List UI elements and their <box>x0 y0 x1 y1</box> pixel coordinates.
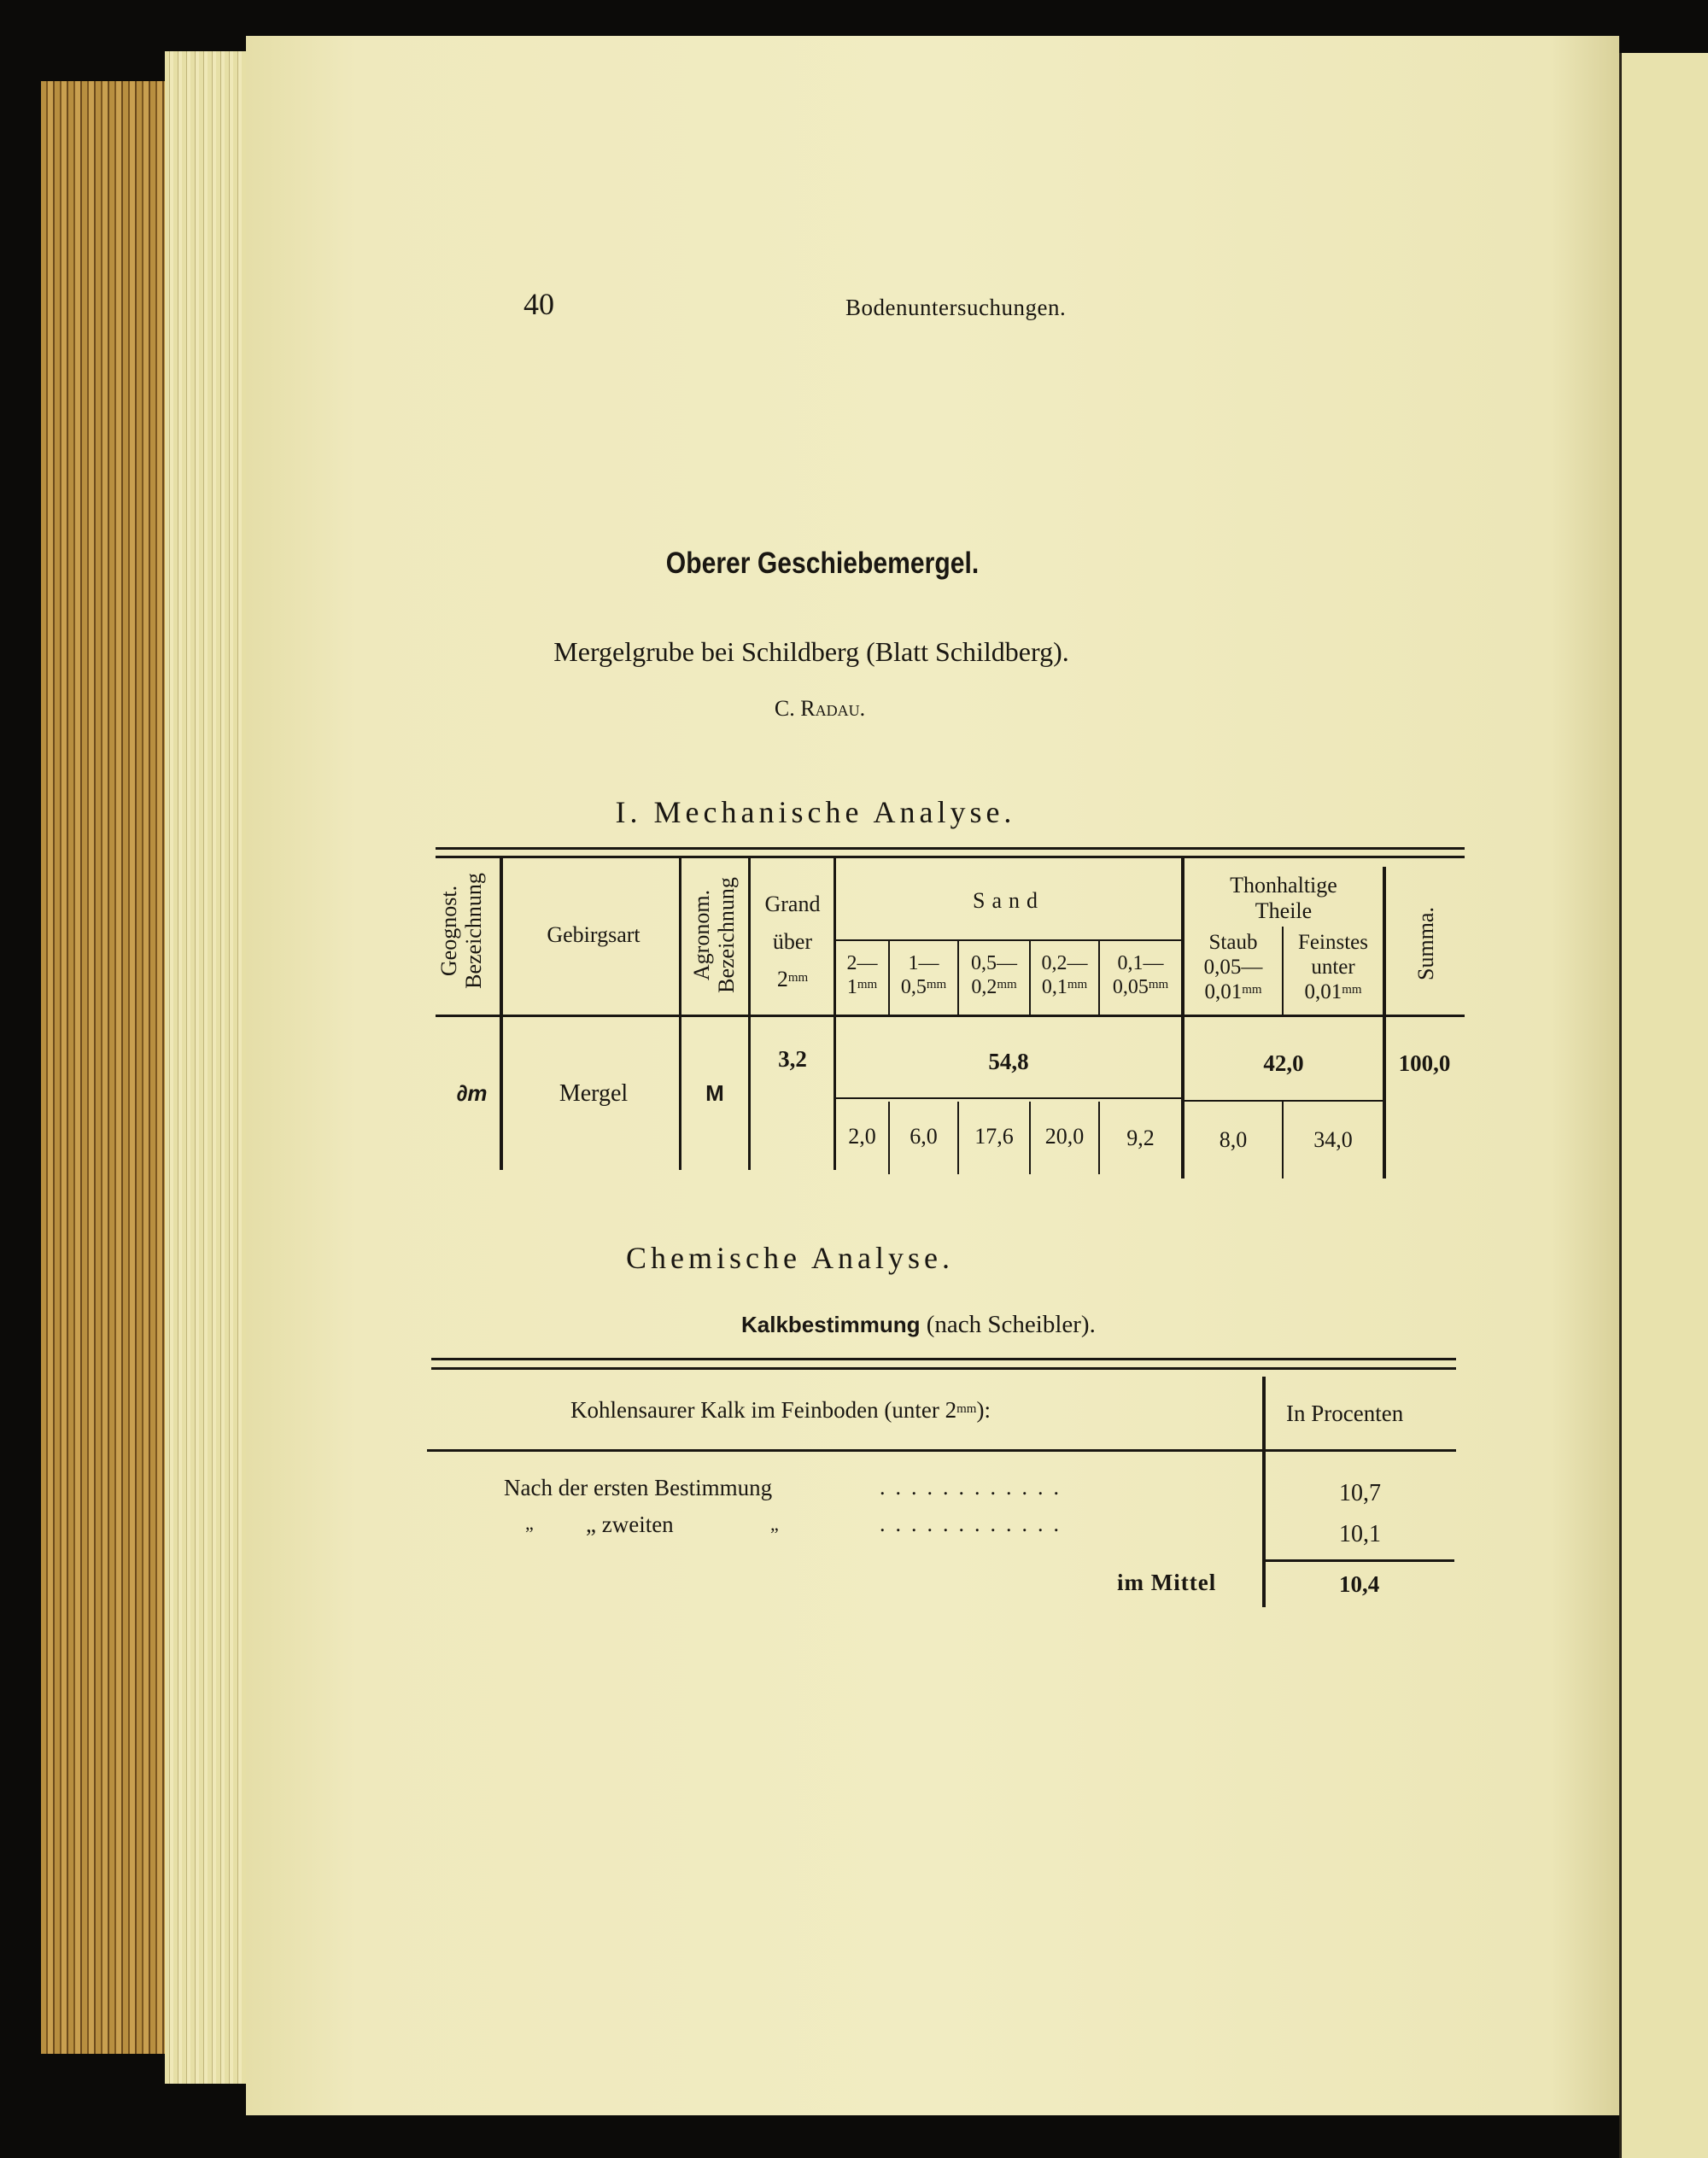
chem-row-1-dots: ............ <box>880 1475 1069 1500</box>
chem-mean-label: im Mittel <box>1117 1570 1217 1595</box>
col-thon-header: Thonhaltige Theile <box>1230 873 1337 923</box>
col-sand-header: Sand <box>973 888 1044 913</box>
chem-mean-value: 10,4 <box>1339 1571 1380 1597</box>
page-stack <box>165 51 246 2084</box>
cell-thon-total: 42,0 <box>1263 1050 1304 1076</box>
col-sand-2-1: 2— $1^{mm}$ <box>846 952 878 998</box>
col-summa-header: Summa. <box>1413 907 1438 980</box>
next-page-edge <box>1619 53 1708 2158</box>
page-number: 40 <box>524 287 554 321</box>
cell-agronom: M <box>705 1080 724 1106</box>
chem-row-2-value: 10,1 <box>1339 1521 1381 1547</box>
col-sand-05-02: 0,5— $0,2^{mm}$ <box>971 952 1017 998</box>
col-grand-header: Grand über $2^{mm}$ <box>764 892 821 992</box>
cell-sand-1-05: 6,0 <box>910 1124 938 1149</box>
book-edge <box>41 81 165 2054</box>
cell-sand-2-1: 2,0 <box>848 1124 876 1149</box>
document-subtitle: Mergelgrube bei Schildberg (Blatt Schildberg). <box>553 636 1069 667</box>
chem-row-2-mark-a: „ <box>525 1512 534 1534</box>
col-sand-01-005: 0,1— $0,05^{mm}$ <box>1112 952 1169 998</box>
chem-row-1-label: Nach der ersten Bestimmung <box>504 1475 773 1500</box>
author: C. Radau. <box>774 696 866 721</box>
cell-sand-01-005: 9,2 <box>1126 1126 1155 1150</box>
document-title: Oberer Geschiebemergel. <box>665 547 980 580</box>
running-title: Bodenuntersuchungen. <box>845 295 1067 320</box>
col-agronom-header: Agronom. Bezeichnung <box>689 877 739 993</box>
cell-sand-total: 54,8 <box>988 1049 1029 1074</box>
cell-geognost: ∂m <box>456 1080 488 1106</box>
chemical-subheading: Kalkbestimmung (nach Scheibler). <box>741 1311 1096 1338</box>
chem-row-2-dots: ............ <box>880 1512 1069 1536</box>
chem-row-1-value: 10,7 <box>1339 1480 1381 1506</box>
chem-col-right-header: In Procenten <box>1286 1401 1404 1426</box>
cell-feinstes: 34,0 <box>1313 1127 1353 1152</box>
cell-grand: 3,2 <box>778 1046 807 1072</box>
col-geognost-header: Geognost. Bezeichnung <box>436 873 486 989</box>
chem-col-left-header: Kohlensaurer Kalk im Feinboden (unter $2^{mm}$): <box>570 1397 991 1423</box>
chemical-heading: Chemische Analyse. <box>626 1241 954 1275</box>
col-feinstes-header: Feinstes unter $0,01^{mm}$ <box>1298 931 1368 1003</box>
cell-sand-02-01: 20,0 <box>1044 1124 1085 1149</box>
chem-row-2-label: „ zweiten <box>586 1512 674 1537</box>
chem-row-2-mark-c: „ <box>770 1513 779 1535</box>
cell-staub: 8,0 <box>1219 1127 1248 1152</box>
cell-summa: 100,0 <box>1398 1050 1451 1076</box>
col-sand-02-01: 0,2— $0,1^{mm}$ <box>1041 952 1088 998</box>
col-staub-header: Staub 0,05— $0,01^{mm}$ <box>1203 931 1263 1003</box>
cell-gebirgsart: Mergel <box>559 1080 629 1107</box>
cell-sand-05-02: 17,6 <box>974 1124 1014 1149</box>
mechanical-heading: I. Mechanische Analyse. <box>615 795 1016 829</box>
col-sand-1-05: 1— $0,5^{mm}$ <box>900 952 947 998</box>
col-gebirgsart-header: Gebirgsart <box>547 922 640 947</box>
